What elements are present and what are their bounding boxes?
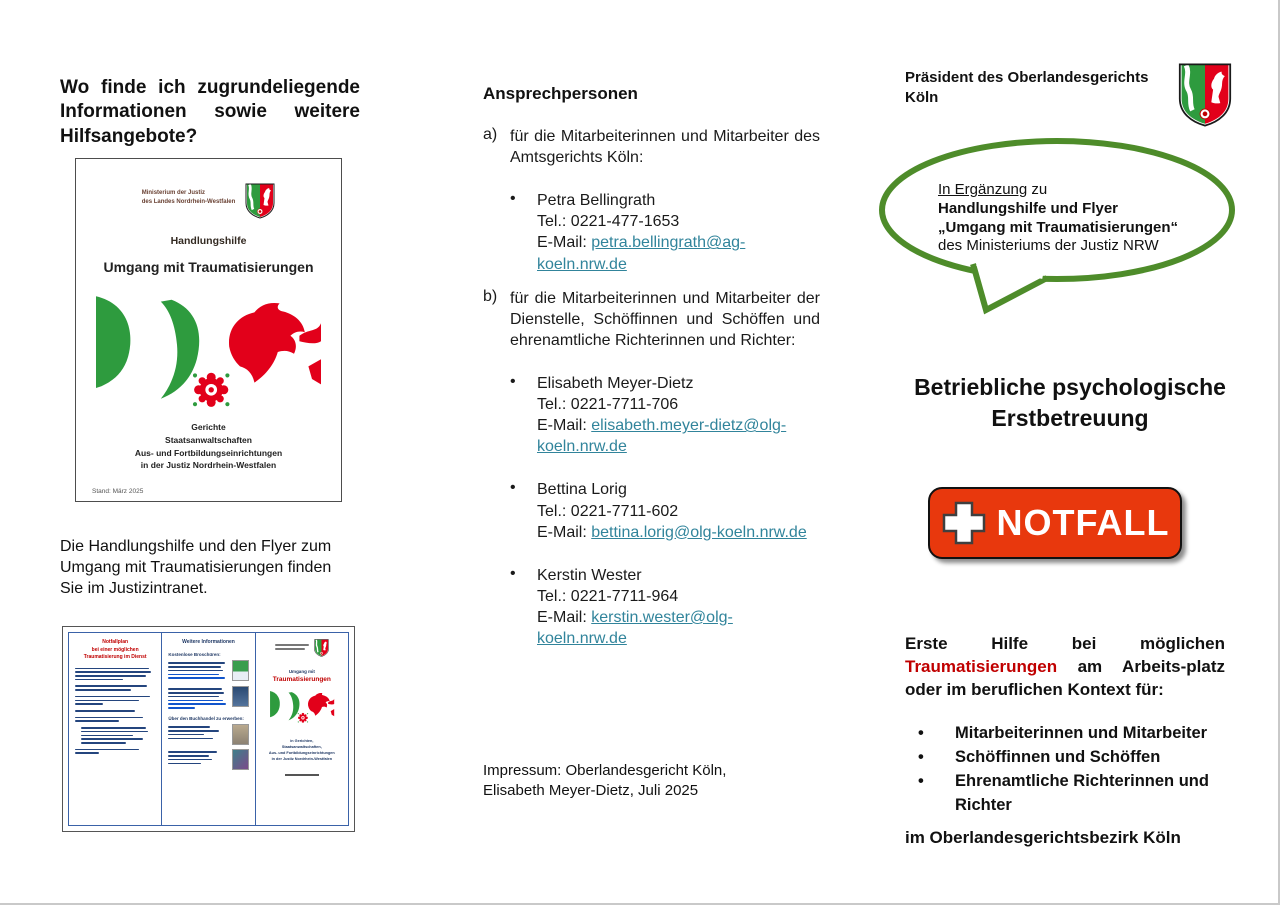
intro-seg3: am Arbeits-platz oder im beruflichen Kontext für: bbox=[905, 656, 1225, 699]
illegible-text-lines bbox=[75, 696, 155, 705]
cover-title: Umgang mit Traumatisierungen bbox=[103, 259, 314, 275]
nrw-coat-of-arms-icon bbox=[245, 183, 275, 219]
list-item bbox=[905, 722, 1237, 746]
email-label: E-Mail: bbox=[537, 417, 587, 435]
illegible-text-lines bbox=[275, 642, 309, 652]
email-link[interactable]: petra.bellingrath@ag-koeln.nrw.de bbox=[537, 234, 746, 273]
bullet-glyph: • bbox=[918, 771, 924, 790]
list-label-a: a) bbox=[483, 126, 498, 143]
contact-phone: Tel.: 0221-7711-602 bbox=[537, 502, 679, 520]
bullet-glyph: • bbox=[510, 479, 516, 497]
contact-name: Kerstin Wester bbox=[537, 566, 642, 584]
thumb-panel2-heading: Weitere Informationen bbox=[182, 639, 235, 645]
cover-audience-line3: Aus- und Fortbildungseinrichtungen bbox=[134, 447, 283, 458]
illegible-text-lines bbox=[168, 749, 227, 766]
illegible-text-lines bbox=[75, 717, 155, 722]
contact-card bbox=[510, 479, 820, 542]
contact-phone: Tel.: 0221-7711-964 bbox=[537, 587, 679, 605]
bullet-glyph: • bbox=[510, 564, 516, 582]
contact-card bbox=[510, 565, 820, 649]
target-group-list bbox=[905, 722, 1237, 818]
cover-doc-type: Handlungshilfe bbox=[170, 235, 247, 247]
book-cover-thumbnail bbox=[232, 686, 249, 707]
email-label: E-Mail: bbox=[537, 523, 587, 541]
intro-seg2-red: Traumatisierungen bbox=[905, 656, 1058, 676]
cover-audience-line2: Staatsanwaltschaften bbox=[165, 434, 252, 445]
cover-audience-line4: in der Justiz Nordrhein-Westfalen bbox=[140, 460, 277, 471]
list-item bbox=[905, 770, 1237, 818]
contact-email-line bbox=[537, 522, 820, 543]
bubble-line2: Handlungshilfe und Flyer bbox=[938, 199, 1119, 217]
left-paragraph: Die Handlungshilfe und den Flyer zum Umgang mit Traumatisierungen finden Sie im Justizintranet. bbox=[60, 538, 332, 598]
email-link[interactable]: bettina.lorig@olg-koeln.nrw.de bbox=[591, 523, 807, 541]
bullet-glyph: • bbox=[918, 747, 924, 766]
contact-name: Bettina Lorig bbox=[537, 481, 627, 499]
cover-stand-date: Stand: März 2025 bbox=[92, 488, 144, 495]
email-label: E-Mail: bbox=[537, 608, 587, 626]
contact-name: Elisabeth Meyer-Dietz bbox=[537, 374, 694, 392]
list-text-b: für die Mitarbeiterinnen und Mitarbeiter der Dienstelle, Schöffinnen und Schöffen und ehrenamtliche Richterinnen und Richter: bbox=[510, 289, 820, 349]
impressum bbox=[483, 761, 820, 802]
intro-seg1: Erste Hilfe bei möglichen bbox=[905, 634, 1225, 653]
first-aid-intro bbox=[905, 633, 1225, 702]
contact-email-line bbox=[537, 415, 820, 457]
cover-ministry-text bbox=[142, 189, 236, 207]
list-item bbox=[905, 746, 1237, 770]
thumb-panel1-heading: Notfallplan bei einer möglichen Traumatisierung im Dienst bbox=[83, 639, 147, 660]
contacts-heading: Ansprechpersonen bbox=[483, 84, 638, 103]
illegible-text-lines bbox=[75, 668, 155, 681]
speech-bubble-text bbox=[938, 181, 1193, 256]
illegible-text-lines bbox=[75, 685, 155, 690]
thumb-panel3-title-line1: Umgang mit bbox=[288, 669, 315, 674]
nrw-coat-of-arms-icon bbox=[314, 639, 329, 657]
page-title: Betriebliche psychologische Erstbetreuung bbox=[914, 374, 1226, 432]
thumb-panel-informationen bbox=[161, 633, 254, 825]
thumb-panel-notfallplan bbox=[69, 633, 161, 825]
illegible-text-lines bbox=[168, 724, 227, 741]
list-item-a bbox=[483, 126, 820, 168]
flyer-thumbnail-image bbox=[62, 626, 355, 832]
thumb-panel2-subheading2: Über den Buchhandel zu erwerben: bbox=[168, 715, 244, 721]
cover-audience bbox=[76, 421, 341, 472]
illegible-text-lines bbox=[285, 774, 319, 776]
handout-cover-image bbox=[75, 158, 342, 502]
contact-email-line bbox=[537, 232, 820, 274]
list-item-b bbox=[483, 288, 820, 351]
book-cover-thumbnail bbox=[232, 724, 249, 745]
bubble-line4: des Ministeriums der Justiz NRW bbox=[938, 237, 1159, 255]
illegible-text-lines bbox=[75, 749, 155, 754]
thumb-panel3-audience: in Gerichten, Staatsanwaltschaften, Aus- und Fortbildungseinrichtungen in der Justiz Nordrhein-Westfalen bbox=[268, 739, 335, 762]
bubble-line1: In Ergänzung zu bbox=[938, 181, 1048, 198]
thumb-panel-titelseite bbox=[255, 633, 348, 825]
region-footer: im Oberlandesgerichtsbezirk Köln bbox=[905, 828, 1181, 847]
thumb-panel3-title-line2: Traumatisierungen bbox=[272, 676, 331, 683]
email-link[interactable]: elisabeth.meyer-dietz@olg-koeln.nrw.de bbox=[537, 417, 787, 456]
bullet-glyph: • bbox=[510, 190, 516, 208]
nrw-justice-logo-graphic bbox=[76, 289, 341, 415]
cover-audience-line1: Gerichte bbox=[191, 422, 226, 432]
notfall-label: NOTFALL bbox=[996, 502, 1170, 543]
office-title: Präsident des Oberlandesgerichts Köln bbox=[905, 69, 1149, 106]
email-link[interactable]: kerstin.wester@olg-koeln.nrw.de bbox=[537, 608, 733, 648]
list-text-a: für die Mitarbeiterinnen und Mitarbeiter des Amtsgerichts Köln: bbox=[510, 128, 820, 167]
book-cover-thumbnail bbox=[232, 749, 249, 770]
impressum-line1: Impressum: Oberlandesgericht Köln, bbox=[483, 762, 727, 779]
illegible-text-lines bbox=[75, 710, 155, 712]
bubble-line3: „Umgang mit Traumatisierungen“ bbox=[938, 218, 1179, 236]
list-item-text: Schöffinnen und Schöffen bbox=[955, 747, 1161, 766]
cover-ministry-line2: des Landes Nordrhein-Westfalen bbox=[141, 199, 236, 205]
contact-card bbox=[510, 373, 820, 457]
email-label: E-Mail: bbox=[537, 234, 587, 252]
illegible-text-lines bbox=[75, 727, 155, 744]
contacts-column bbox=[483, 84, 820, 649]
nrw-justice-logo-graphic bbox=[262, 689, 342, 725]
left-heading: Wo finde ich zugrundeliegende Informationen sowie weitere Hilfsangebote? bbox=[60, 77, 360, 147]
nrw-coat-of-arms-icon bbox=[1178, 62, 1232, 128]
medical-cross-icon bbox=[941, 500, 987, 546]
list-label-b: b) bbox=[483, 287, 498, 305]
list-item-text: Mitarbeiterinnen und Mitarbeiter bbox=[955, 724, 1208, 742]
contact-name: Petra Bellingrath bbox=[537, 192, 656, 210]
list-item-text: Ehrenamtliche Richterinnen und Richter bbox=[955, 771, 1209, 814]
contact-email-line bbox=[537, 607, 820, 649]
bullet-glyph: • bbox=[918, 724, 924, 742]
thumb-panel2-subheading1: Kostenlose Broschüren: bbox=[168, 652, 221, 657]
illegible-text-lines bbox=[168, 660, 227, 681]
illegible-text-lines bbox=[168, 686, 227, 711]
cover-ministry-line1: Ministerium der Justiz bbox=[141, 190, 206, 196]
contact-phone: Tel.: 0221-477-1653 bbox=[537, 213, 680, 231]
bullet-glyph: • bbox=[510, 372, 516, 390]
impressum-line2: Elisabeth Meyer-Dietz, Juli 2025 bbox=[483, 782, 699, 800]
contact-card bbox=[510, 190, 820, 274]
contact-phone: Tel.: 0221-7711-706 bbox=[537, 396, 679, 414]
notfall-badge bbox=[928, 487, 1182, 559]
book-cover-thumbnail bbox=[232, 660, 249, 681]
